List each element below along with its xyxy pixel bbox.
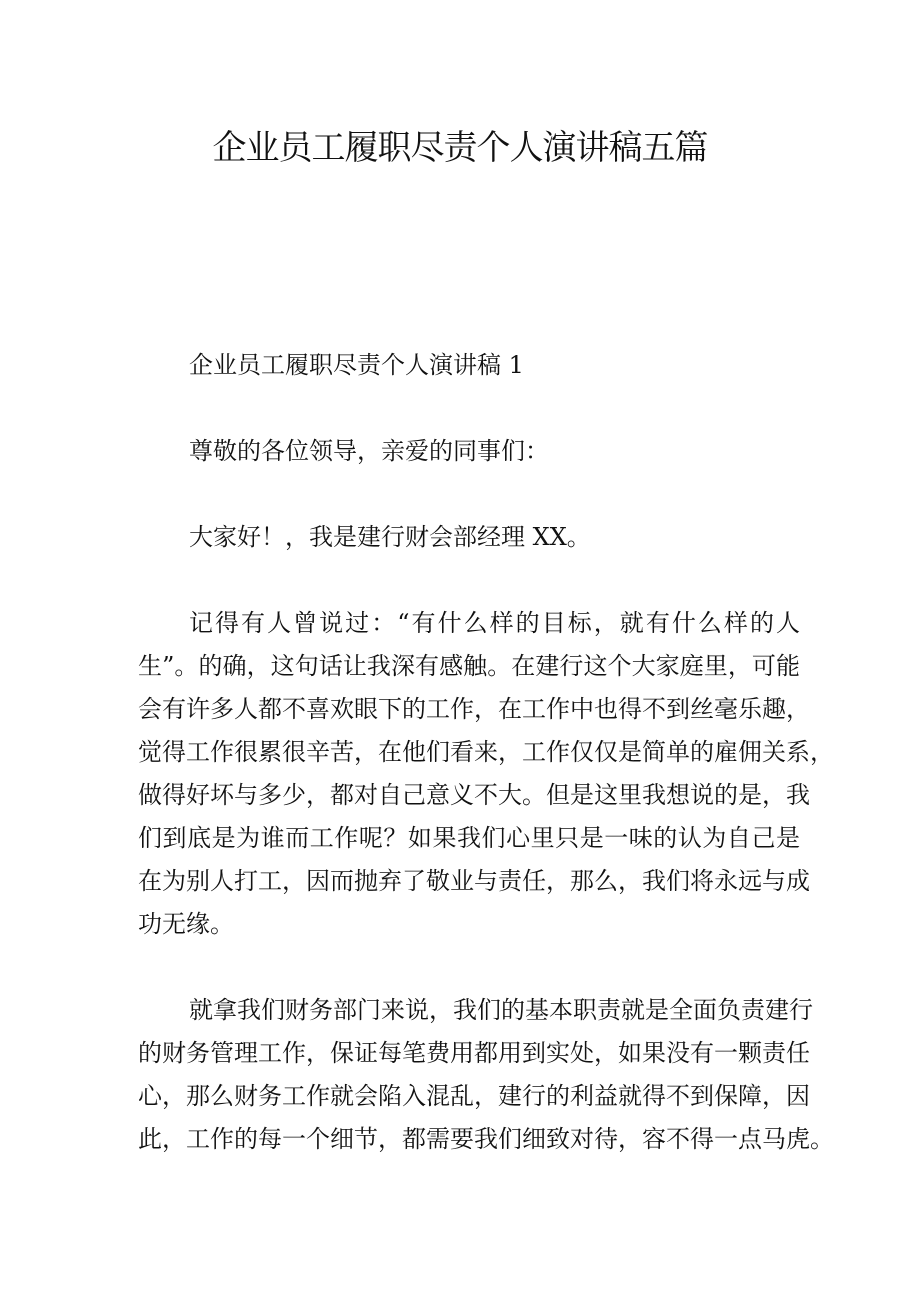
text-line: 此，工作的每一个细节，都需要我们细致对待，容不得一点马虎。 (138, 1125, 834, 1153)
text-line: 觉得工作很累很辛苦，在他们看来，工作仅仅是简单的雇佣关系， (138, 738, 834, 766)
text-line: 做得好坏与多少，都对自己意义不大。但是这里我想说的是，我 (138, 781, 810, 809)
text-line: 的财务管理工作，保证每笔费用都用到实处，如果没有一颗责任 (138, 1039, 810, 1067)
text-line: 生”。的确，这句话让我深有感触。在建行这个大家庭里，可能 (138, 652, 800, 680)
text-line: 企业员工履职尽责个人演讲稿 1 (189, 351, 524, 379)
text-line: 大家好！，我是建行财会部经理 XX。 (189, 523, 591, 551)
text-line: 会有许多人都不喜欢眼下的工作，在工作中也得不到丝毫乐趣， (138, 695, 810, 723)
document-body (138, 344, 834, 1204)
text-line: 尊敬的各位领导，亲爱的同事们： (189, 437, 549, 465)
paragraph (138, 430, 800, 473)
text-line: 在为别人打工，因而抛弃了敬业与责任，那么，我们将永远与成 (138, 867, 810, 895)
document-title: 企业员工履职尽责个人演讲稿五篇 (212, 128, 708, 168)
text-line: 心，那么财务工作就会陷入混乱，建行的利益就得不到保障，因 (138, 1082, 810, 1110)
text-line: 们到底是为谁而工作呢？如果我们心里只是一味的认为自己是 (138, 824, 800, 852)
text-line: 功无缘。 (138, 910, 234, 938)
text-line: 记得有人曾说过：“有什么样的目标，就有什么样的人 (189, 609, 800, 637)
paragraph (138, 344, 800, 387)
paragraph (138, 602, 834, 946)
text-line: 就拿我们财务部门来说，我们的基本职责就是全面负责建行 (189, 996, 813, 1024)
paragraph (138, 516, 800, 559)
paragraph (138, 989, 834, 1161)
